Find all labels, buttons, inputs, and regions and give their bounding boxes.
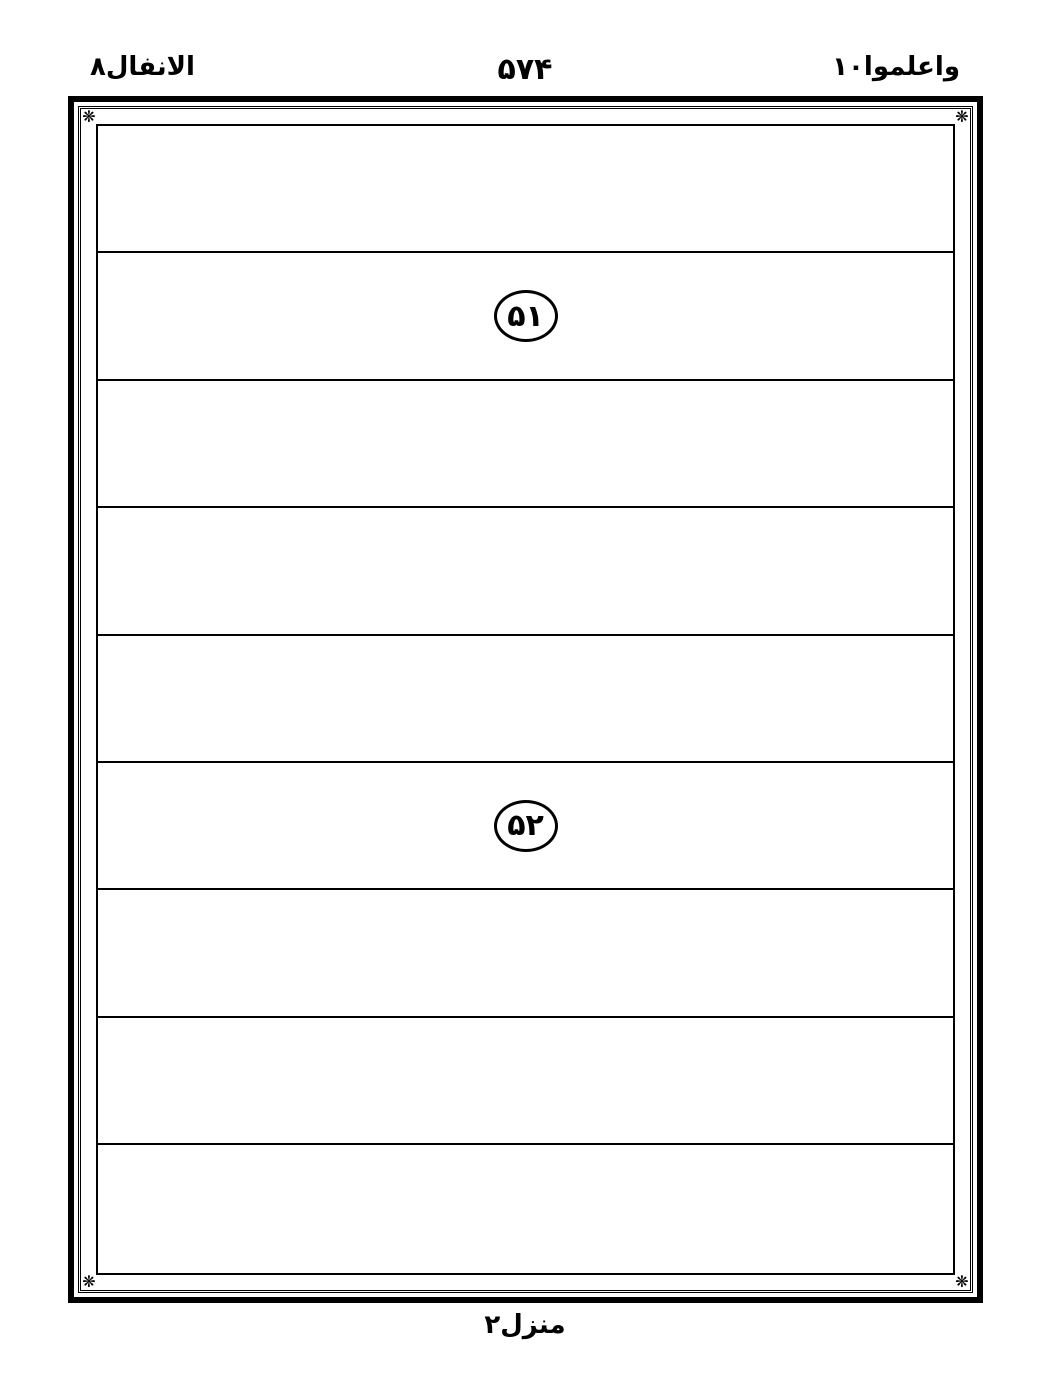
text-line	[98, 1018, 953, 1145]
page-number: ۵۷۴	[497, 52, 553, 87]
text-line	[98, 636, 953, 763]
text-line	[98, 253, 953, 380]
juz-name: واعلموا۱۰	[832, 52, 960, 82]
ayah-number-marker: ۵۲	[494, 800, 558, 852]
text-line	[98, 1145, 953, 1272]
text-line	[98, 508, 953, 635]
corner-ornament-icon: ❋	[82, 1272, 96, 1291]
verse-lines	[98, 126, 953, 1273]
ayah-number-marker: ۵۱	[494, 290, 558, 342]
surah-name: الانفال۸	[90, 52, 195, 82]
text-line	[98, 763, 953, 890]
corner-ornament-icon: ❋	[955, 1272, 969, 1291]
corner-ornament-icon: ❋	[82, 107, 96, 126]
text-line	[98, 126, 953, 253]
corner-ornament-icon: ❋	[955, 107, 969, 126]
text-line	[98, 890, 953, 1017]
text-line	[98, 381, 953, 508]
manzil-footer: منزل۲	[484, 1310, 566, 1340]
page-header	[90, 52, 960, 92]
